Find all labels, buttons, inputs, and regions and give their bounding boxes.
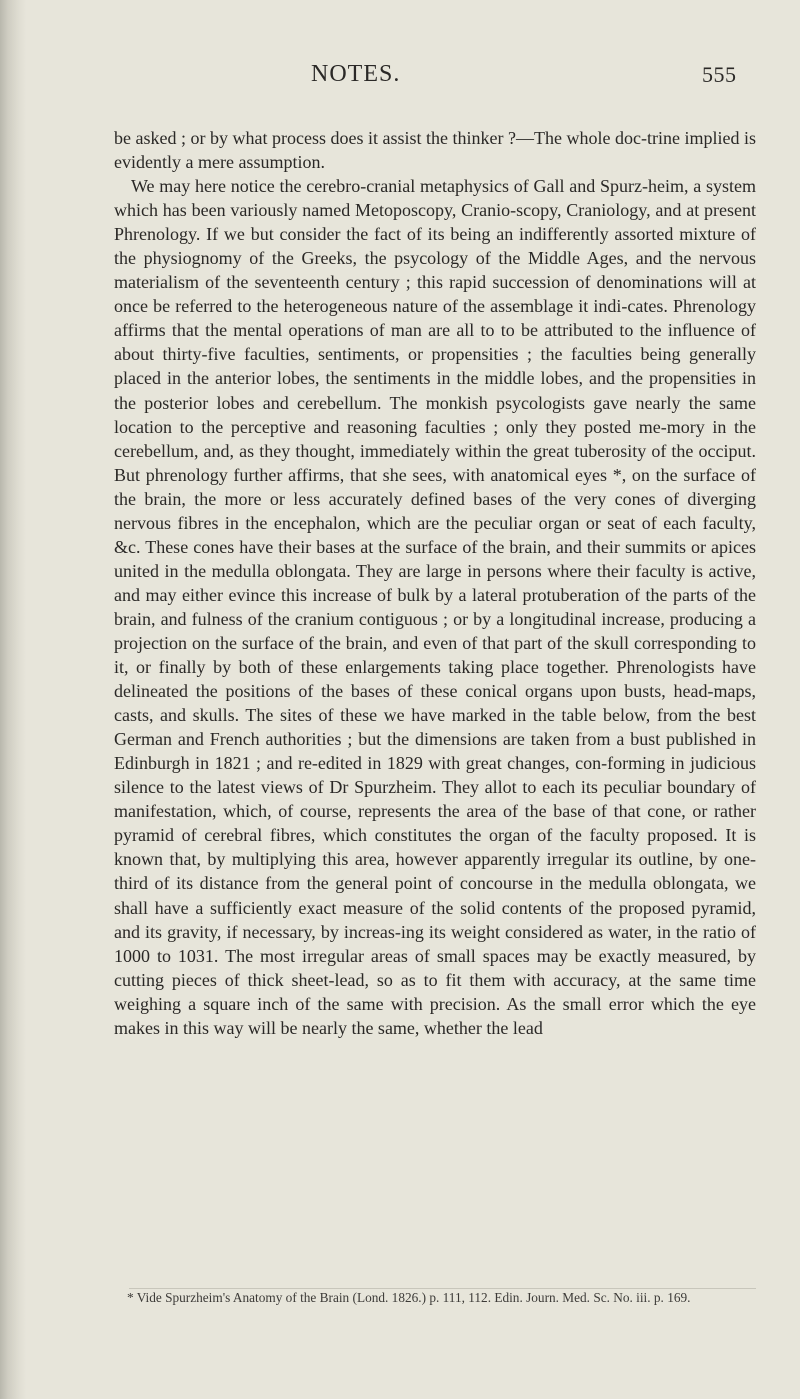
paragraph: be asked ; or by what process does it assist the thinker ?—The whole doc-trine implied is evidently a mere assumption. [114, 128, 756, 173]
binding-shadow [0, 0, 26, 1399]
page-number: 555 [702, 62, 737, 87]
paragraph: We may here notice the cerebro-cranial metaphysics of Gall and Spurz-heim, a system which has been variously named Metoposcopy, Cranio-scopy, Craniology, and at present Phrenology. If we but consider the fact of its being an indifferently assorted mixture of the physiognomy of the Greeks, the psycology of the Middle Ages, and the nervous materialism of the seventeenth century ; this rapid succession of denominations will at once be referred to the heterogeneous nature of the assemblage it indi-cates. Phrenology affirms that the mental operations of man are all to to be attributed to the influence of about thirty-five faculties, sentiments, or propensities ; the faculties being generally placed in the anterior lobes, the sentiments in the middle lobes, and the propensities in the posterior lobes and cerebellum. The monkish psycologists gave nearly the same location to the perceptive and reasoning faculties ; only they posted me-mory in the cerebellum, and, as they thought, immediately within the great tuberosity of the occiput. But phrenology further affirms, that she sees, with anatomical eyes *, on the surface of the brain, the more or less accurately defined bases of the very cones of diverging nervous fibres in the encephalon, which are the peculiar organ or seat of each faculty, &c. These cones have their bases at the surface of the brain, and their summits or apices united in the medulla oblongata. They are large in persons where their faculty is active, and may either evince this increase of bulk by a lateral protuberation of the parts of the brain, and fulness of the cranium contiguous ; or by a longitudinal increase, producing a projection on the surface of the brain, and even of that part of the skull corresponding to it, or finally by both of these enlargements taking place together. Phrenologists have delineated the positions of the bases of these conical organs upon busts, head-maps, casts, and skulls. The sites of these we have marked in the table below, from the best German and French authorities ; but the dimensions are taken from a bust published in Edinburgh in 1821 ; and re-edited in 1829 with great changes, con-forming in judicious silence to the latest views of Dr Spurzheim. They allot to each its peculiar boundary of manifestation, which, of course, represents the area of the base of that cone, or rather pyramid of cerebral fibres, which constitutes the organ of the faculty proposed. It is known that, by multiplying this area, however apparently irregular its outline, by one-third of its distance from the general point of concourse in the medulla oblongata, we shall have a sufficiently exact measure of the solid contents of the proposed pyramid, and its gravity, if necessary, by increas-ing its weight considered as water, in the ratio of 1000 to 1031. The most irregular areas of small spaces may be exactly measured, by cutting pieces of thick sheet-lead, so as to fit them with accuracy, at the same time weighing a square inch of the same with precision. As the small error which the eye makes in this way will be nearly the same, whether the lead [114, 176, 756, 1038]
running-head [26, 61, 800, 91]
body-text [114, 126, 756, 1040]
footnote: * Vide Spurzheim's Anatomy of the Brain (Lond. 1826.) p. 111, 112. Edin. Journ. Med. Sc. No. iii. p. 169. [127, 1290, 691, 1305]
book-page [26, 0, 800, 1399]
running-title: NOTES. [311, 61, 401, 87]
